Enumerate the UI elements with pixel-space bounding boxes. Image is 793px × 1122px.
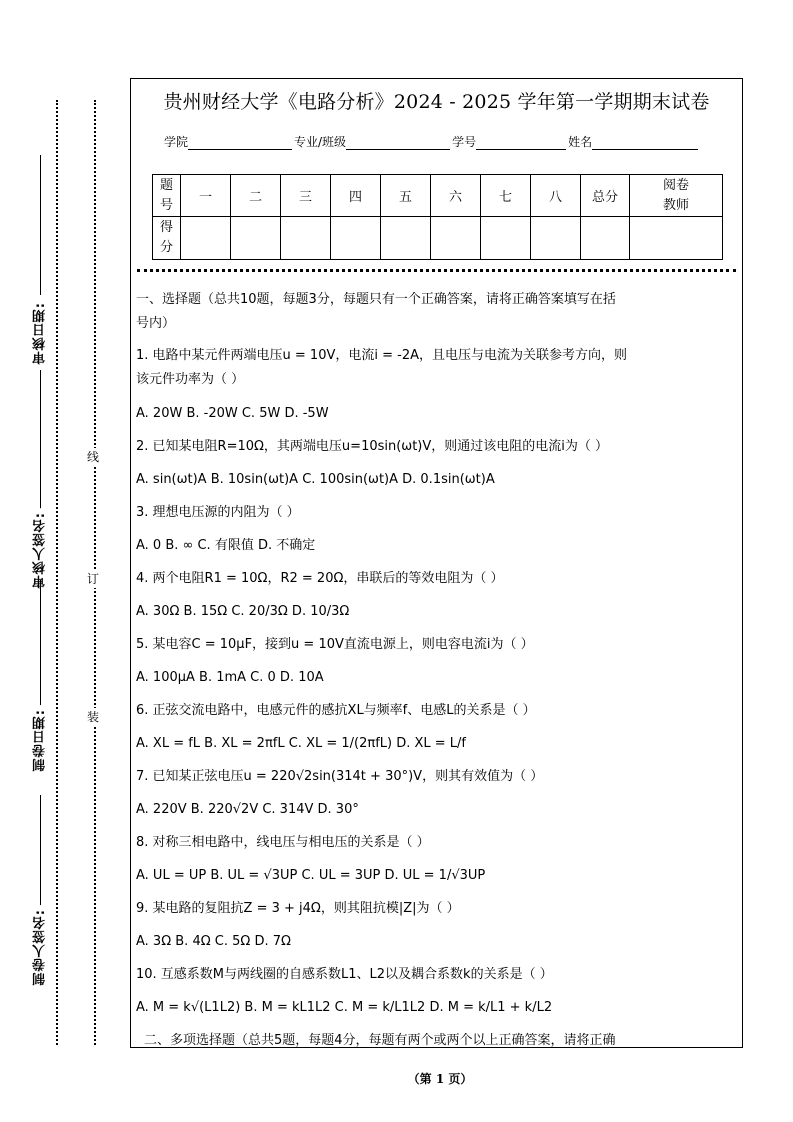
question-2-options: A. sin(ωt)A B. 10sin(ωt)A C. 100sin(ωt)A D. 0.1sin(ωt)A [136,472,495,487]
name-label: 姓名 [568,135,593,149]
question-1-options: A. 20W B. -20W C. 5W D. -5W [136,406,329,421]
question-3: 3. 理想电压源的内阻为（ ） [136,505,300,520]
score-cell[interactable] [281,217,331,260]
binding-char-line: 线 [87,450,100,464]
review-date-underline [40,155,41,295]
col-header: 七 [481,175,531,217]
section1-heading: 一、选择题（总共10题，每题3分，每题只有一个正确答案，请将正确答案填写在括 号内） [136,292,616,331]
question-10: 10. 互感系数M与两线圈的自感系数L1、L2以及耦合系数k的关系是（ ） [136,967,553,982]
score-cell-total[interactable] [581,217,630,260]
col-header: 一 [181,175,231,217]
reviewer-signature-underline [40,370,41,510]
score-cell[interactable] [331,217,381,260]
score-cell[interactable] [381,217,431,260]
col-header: 八 [531,175,581,217]
major-class-field[interactable] [346,135,450,150]
binding-char-fasten: 装 [87,710,100,724]
score-cell[interactable] [231,217,281,260]
score-cell[interactable] [481,217,531,260]
questions [136,288,738,1048]
col-header-total: 总分 [581,175,630,217]
question-7-options: A. 220V B. 220√2V C. 314V D. 30° [136,802,359,817]
question-6-options: A. XL = fL B. XL = 2πfL C. XL = 1/(2πfL) D. XL = L/f [136,736,466,751]
review-date-label: 审核日期: [31,298,50,368]
exam-title: 贵州财经大学《电路分析》2024 - 2025 学年第一学期期末试卷 [163,91,710,113]
question-10-options: A. M = k√(L1L2) B. M = kL1L2 C. M = k/L1L2 D. M = k/L1 + k/L2 [136,1000,553,1015]
question-6: 6. 正弦交流电路中，电感元件的感抗XL与频率f、电感L的关系是（ ） [136,703,536,718]
score-cell[interactable] [431,217,481,260]
question-8-options: A. UL = UP B. UL = √3UP C. UL = 3UP D. UL = 1/√3UP [136,868,486,883]
student-id-label: 学号 [452,135,477,149]
question-4: 4. 两个电阻R1 = 10Ω，R2 = 20Ω，串联后的等效电阻为（ ） [136,571,504,586]
row-header-question-no: 题 号 [153,175,181,217]
paper-date-underline [40,580,41,705]
binding-char-bind: 订 [87,572,100,586]
col-header: 三 [281,175,331,217]
score-cell[interactable] [531,217,581,260]
score-cell-reviewer[interactable] [630,217,723,260]
exam-frame [130,78,743,1048]
name-field[interactable] [592,135,698,150]
question-4-options: A. 30Ω B. 15Ω C. 20/3Ω D. 10/3Ω [136,604,350,619]
header-separator [137,269,736,272]
question-8: 8. 对称三相电路中，线电压与相电压的关系是（ ） [136,835,430,850]
paper-date-label: 制卷日期: [31,705,50,775]
score-table [152,174,723,260]
row-header-score: 得 分 [153,217,181,260]
question-9-options: A. 3Ω B. 4Ω C. 5Ω D. 7Ω [136,934,291,949]
col-header: 二 [231,175,281,217]
college-field[interactable] [188,135,292,150]
question-2: 2. 已知某电阻R=10Ω，其两端电压u=10sin(ωt)V，则通过该电阻的电流i为（ ） [136,439,608,454]
college-label: 学院 [164,135,189,149]
student-info-row [164,133,700,150]
question-5-options: A. 100μA B. 1mA C. 0 D. 10A [136,670,324,685]
paper-maker-signature-label: 制卷人签名: [31,905,50,989]
col-header-reviewer: 阅卷 教师 [630,175,723,217]
paper-maker-signature-underline [40,795,41,905]
student-id-field[interactable] [476,135,566,150]
score-cell[interactable] [181,217,231,260]
col-header: 五 [381,175,431,217]
question-5: 5. 某电容C = 10μF，接到u = 10V直流电源上，则电容电流i为（ ） [136,637,534,652]
question-1: 1. 电路中某元件两端电压u = 10V，电流i = -2A，且电压与电流为关联参考方向，则 该元件功率为（ ） [136,348,627,387]
question-3-options: A. 0 B. ∞ C. 有限值 D. 不确定 [136,538,316,553]
section2-heading: 二、多项选择题（总共5题，每题4分，每题有两个或两个以上正确答案，请将正确 [144,1033,616,1048]
col-header: 六 [431,175,481,217]
question-9: 9. 某电路的复阻抗Z = 3 + j4Ω，则其阻抗模|Z|为（ ） [136,901,460,916]
col-header: 四 [331,175,381,217]
binding-dotted-line-outer [56,100,58,1045]
major-class-label: 专业/班级 [294,135,347,149]
reviewer-signature-label: 审核人签名: [31,508,50,592]
question-7: 7. 已知某正弦电压u = 220√2sin(314t + 30°)V，则其有效值为（ ） [136,769,544,784]
page-number: （第 1 页） [407,1072,473,1086]
